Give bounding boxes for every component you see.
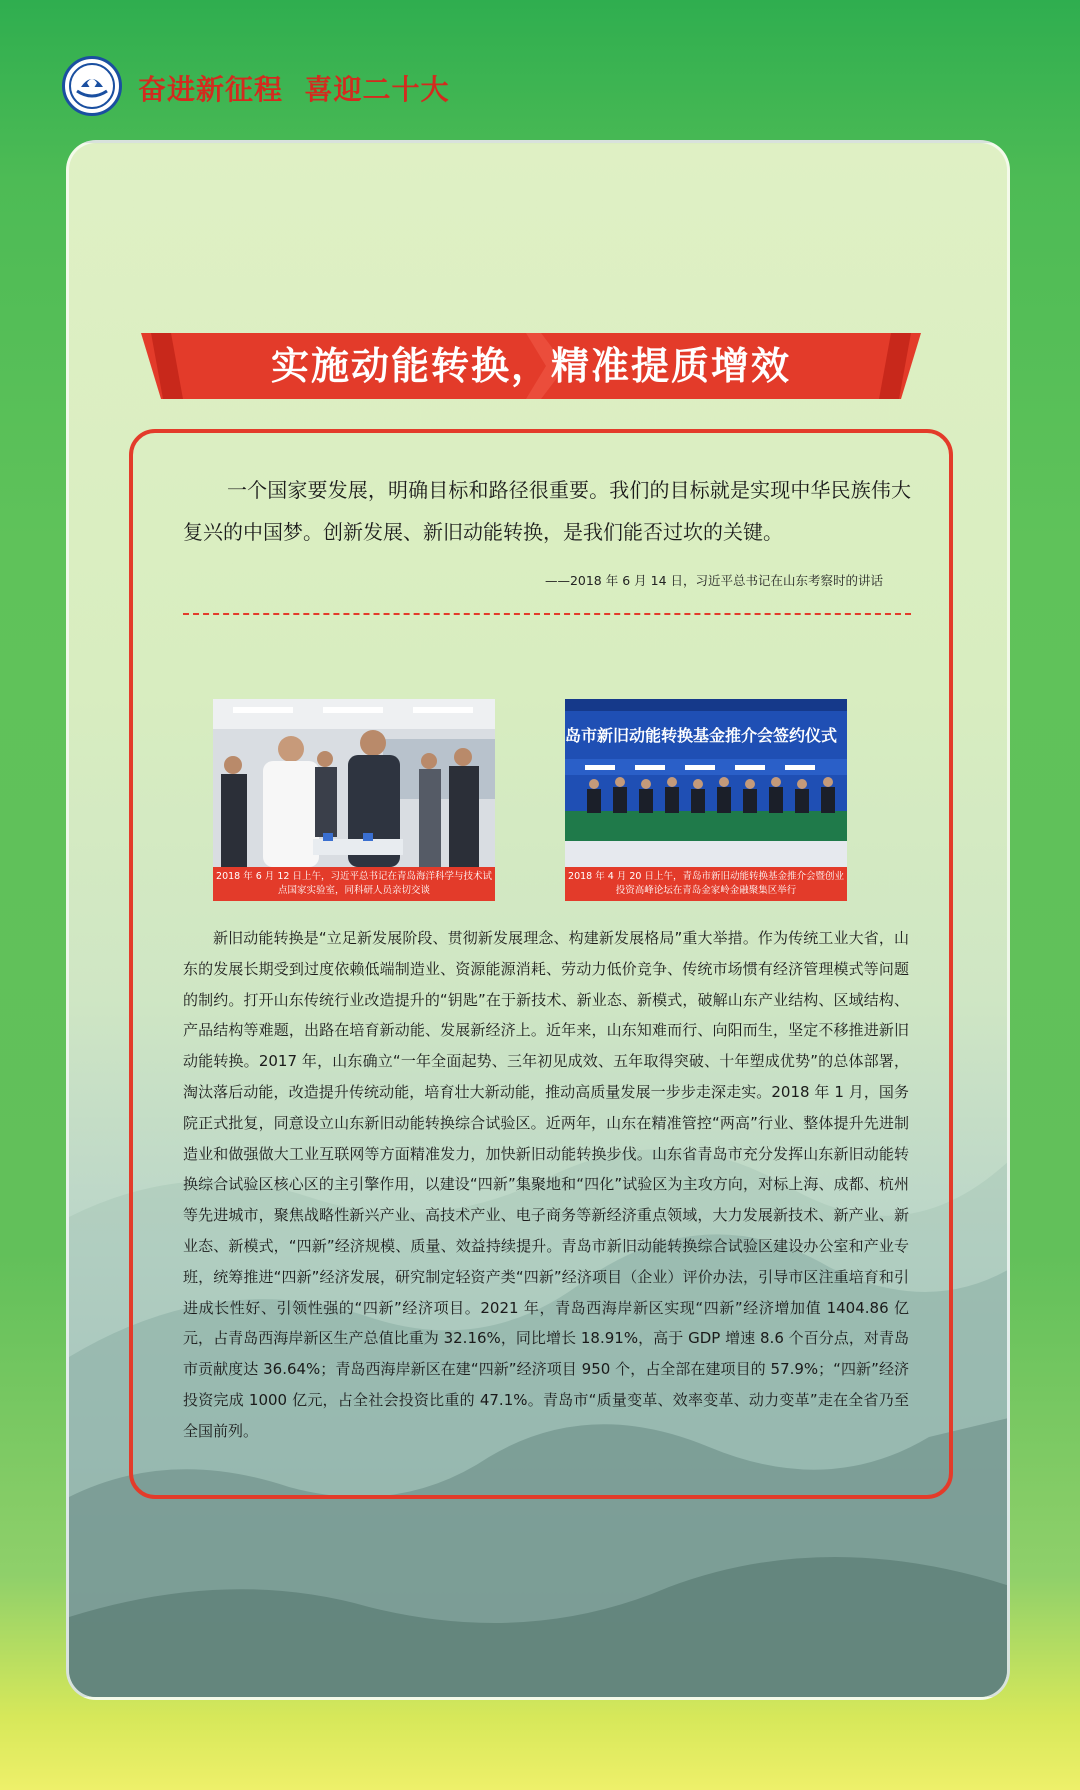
quote-text: 一个国家要发展，明确目标和路径很重要。我们的目标就是实现中华民族伟大复兴的中国梦。创新发展、新旧动能转换，是我们能否过坎的关键。 — [183, 478, 911, 544]
section-title: 实施动能转换，精准提质增效 — [270, 344, 791, 388]
section-title-banner — [141, 333, 921, 399]
content-box — [129, 429, 953, 1499]
body-paragraph: 新旧动能转换是“立足新发展阶段、贯彻新发展理念、构建新发展格局”重大举措。作为传统工业大省，山东的发展长期受到过度依赖低端制造业、资源能源消耗、劳动力低价竞争、传统市场惯有经济管理模式等问题的制约。打开山东传统行业改造提升的“钥匙”在于新技术、新业态、新模式，破解山东产业结构、区域结构、产品结构等难题，出路在培育新动能、发展新经济上。近年来，山东知难而行、向阳而生，坚定不移推进新旧动能转换。2017 年，山东确立“一年全面起势、三年初见成效、五年取得突破、十年塑成优势”的总体部署，淘汰落后动能，改造提升传统动能，培育壮大新动能，推动高质量发展一步步走深走实。2018 年 1 月，国务院正式批复，同意设立山东新旧动能转换综合试验区。近两年，山东在精准管控“两高”行业、整体提升先进制造业和做强做大工业互联网等方面精准发力，加快新旧动能转换步伐。山东省青岛市充分发挥山东新旧动能转换综合试验区核心区的主引擎作用，以建设“四新”集聚地和“四化”试验区为主攻方向，对标上海、成都、杭州等先进城市，聚焦战略性新兴产业、高技术产业、电子商务等新经济重点领域，大力发展新技术、新产业、新业态、新模式，“四新”经济规模、质量、效益持续提升。青岛市新旧动能转换综合试验区建设办公室和产业专班，统筹推进“四新”经济发展，研究制定轻资产类“四新”经济项目（企业）评价办法，引导市区注重培育和引进成长性好、引领性强的“四新”经济项目。2021 年，青岛西海岸新区实现“四新”经济增加值 1404.86 亿元，占青岛西海岸新区生产总值比重为 32.16%，同比增长 18.91%，高于 GDP 增速 8.6 个百分点，对青岛市贡献度达 36.64%；青岛西海岸新区在建“四新”经济项目 950 个，占全部在建项目的 57.9%；“四新”经济投资完成 1000 亿元，占全社会投资比重的 47.1%。青岛市“质量变革、效率变革、动力变革”走在全省乃至全国前列。 — [183, 929, 909, 1440]
photo-fund-signing — [565, 699, 847, 901]
photo-lab-visit-image — [213, 699, 495, 867]
header-slogan: 奋进新征程 喜迎二十大 — [138, 73, 450, 106]
dashed-divider — [183, 613, 911, 615]
photo-lab-visit — [213, 699, 495, 901]
school-emblem-icon — [62, 56, 122, 116]
photo-lab-visit-caption: 2018 年 6 月 12 日上午，习近平总书记在青岛海洋科学与技术试点国家实验室，同科研人员亲切交谈 — [213, 867, 495, 901]
photo-fund-signing-image — [565, 699, 847, 867]
photo-fund-signing-caption: 2018 年 4 月 20 日上午，青岛市新旧动能转换基金推介会暨创业投资高峰论坛在青岛金家岭金融聚集区举行 — [565, 867, 847, 901]
content-panel — [66, 140, 1010, 1700]
signing-backdrop-banner: 岛市新旧动能转换基金推介会签约仪式 — [565, 726, 838, 745]
quote-source: ——2018 年 6 月 14 日，习近平总书记在山东考察时的讲话 — [544, 573, 883, 588]
